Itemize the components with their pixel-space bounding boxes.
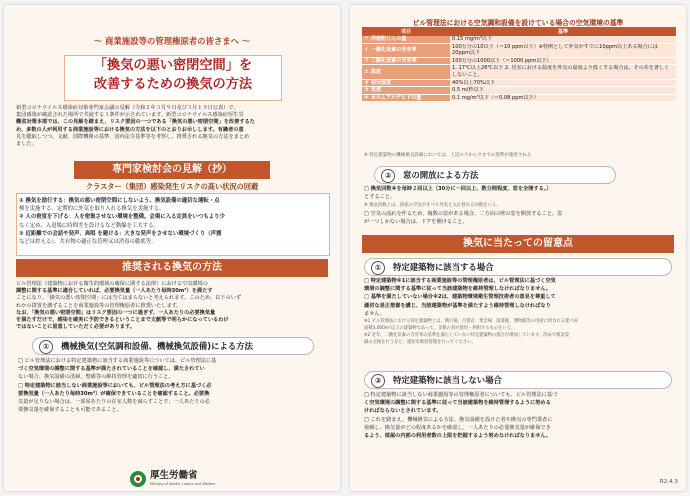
row-key: キ ホルムアルデヒドの量 <box>362 94 450 102</box>
table-title: ビル管理法における空気調和設備を設けている場合の空気環境の基準 <box>412 19 624 27</box>
intro-line: め、多数の人が利用する商業施設等における換気の方法を以下のとおりお示しします。有識者の意 <box>16 126 244 133</box>
logo-subtext: Ministry of Health, Labour and Welfare <box>150 482 216 486</box>
table-row <box>362 57 676 65</box>
subsection-number: ② <box>381 169 395 183</box>
mech-line: づく空気環境の調整に関する基準が満たされていることを確認し、満たされてい <box>18 366 205 373</box>
case1-items <box>364 278 676 347</box>
mech-line: ない場合、換気設備の清掃、整備等の維持管理を適切に行うこと。 <box>18 374 174 381</box>
method-line: ことになり、「換気の悪い密閉空間」には当てはまらないと考えられます。このため、以下のいず <box>16 295 242 302</box>
logo-text: 厚生労働省 <box>150 470 198 481</box>
row-key: オ 相対湿度 <box>362 79 450 87</box>
subsection-number: ① <box>39 340 53 354</box>
method-line: を満たすだけで、感染を確実に予防できるということまで文献等で明らかになっているわけ <box>16 317 229 324</box>
table-row <box>362 65 676 79</box>
case1-footnote: ※1 ビル管理法における特定建築物とは、興行場、百貨店、集会場、図書館、博物館等の用途に供される延べ床 <box>364 319 578 325</box>
subsection-window <box>374 166 616 184</box>
footer-code: R2.4.3 <box>659 479 678 485</box>
mech-line: □ 特定建築物に該当しない商業施設等においても、ビル管理法の考え方に基づく必 <box>18 382 212 389</box>
case2-items <box>364 392 676 441</box>
table-row <box>362 43 676 57</box>
title-line-1: 「換気の悪い密閉空間」を <box>93 58 253 73</box>
row-key: エ 温度 <box>362 65 450 79</box>
section-recommended-title: 推奨される換気の方法 <box>16 259 328 277</box>
window-line: が一つしかない場合は、ドアを開けること。 <box>364 218 468 225</box>
table-note: ※ 特定建築物の機械換気設備においては、上記のアからウまでの基準が適用される <box>364 153 532 158</box>
window-line: □ 空気の流れを作るため、複数の窓がある場合、二方向の壁の窓を開放すること。窓 <box>364 210 563 217</box>
cluster-line: クラスター（集団）感染発生リスクの高い状況の回避 <box>85 182 259 191</box>
case-number: ② <box>371 374 385 388</box>
case2-line: るよう、部屋の内部の利用者数の上限を把握するよう努めなければなりません。 <box>364 433 552 440</box>
row-value: 0.5 m/秒以下 <box>450 87 676 95</box>
page-right <box>350 5 686 491</box>
method-line: 調整に関する基準に適合していれば、必要換気量（一人あたり毎時30m³）を満たす <box>16 288 213 295</box>
case1-line: 適切な是正措置を講じ、当該建築物が基準を満たすよう維持管理しなければなり <box>364 302 551 309</box>
row-key: カ 気流 <box>362 87 450 95</box>
section-notes-title: 換気に当たっての留意点 <box>362 235 674 253</box>
row-value: 100万分の10以下（＝10 ppm以下）※特例として外気がすでに10ppm以上ある場合には20ppm以下 <box>450 43 676 57</box>
case2-line: □ これを踏まえ、機械換気による方法、換気設備を設けた者や換気の専門業者に <box>364 416 553 423</box>
title-line-2: 改善するための換気の方法 <box>93 77 253 92</box>
case2-line: 依頼し、換気量がどの程度あるかを確認し、一人あたりの必要換気量が確保でき <box>364 424 551 431</box>
table-row <box>362 94 676 102</box>
table-row <box>362 87 676 95</box>
case2-line: ければならないとされています。 <box>364 408 442 415</box>
intro-line: 働省対策本部では、この見解を踏まえ、リスク要因の一つである「換気の悪い密閉空間」を改善するた <box>16 119 255 126</box>
case-title: 特定建築物に該当しない場合 <box>393 375 502 385</box>
row-key: ア 浮遊粉じんの量 <box>362 36 450 43</box>
section-expert-view-title: 専門家検討会の見解（抄） <box>74 161 270 179</box>
row-value: 40%以上70%以下 <box>450 79 676 87</box>
method-line: れかの措置を講ずることを商業施設等の管理権原者に推奨いたします。 <box>16 302 182 309</box>
subsection-title: 窓の開放による方法 <box>403 170 479 180</box>
case2-line: □ 特定建築物に該当しない商業施設等の管理権原者についても、ビル管理法に基づ <box>364 392 558 398</box>
method-line: ではないことに留意していただく必要があります。 <box>16 324 135 331</box>
table-header: 基準 <box>450 27 676 36</box>
window-note: ※ 換気回数とは、部屋の空気がすべて外気と入れ替わる回数をいう。 <box>364 203 501 209</box>
window-line: □ 換気回数※を毎時２回以上（30分に一回以上、数分間程度、窓を全開する。） <box>364 186 552 192</box>
mhlw-logo <box>129 470 219 488</box>
case2-line: く空気環境の調整に関する基準に従って当該建築物を維持管理するように努める <box>364 400 551 407</box>
expert-point: ② 人の密度を下げる：人を密集させない環境を整備。会場に入る定員をいつもより少 <box>19 214 225 221</box>
subsection-mechanical <box>32 337 314 355</box>
case-non-specified-building <box>364 371 672 389</box>
expert-point: なく定め、入退場に時間差を設けるなど動線を工夫する。 <box>19 222 159 229</box>
mech-line: □ ビル管理法における特定建築物に該当する商業施設等については、ビル管理法に基 <box>18 358 217 364</box>
intro-line: ました。 <box>16 141 37 148</box>
expert-point: などは控える）。共有物の適正な管理又は消毒の徹底等。 <box>19 239 157 246</box>
mech-line: 要換気量を確保することも可能であること。 <box>18 407 122 414</box>
expert-point: 検を実施する。定期的に外気を取り入れる換気を実施する。 <box>19 206 165 213</box>
table-row <box>362 79 676 87</box>
case1-line: □ 特定建築物※1に該当する商業施設等の管理権原者は、ビル管理法に基づく空気 <box>364 278 556 284</box>
row-key: ウ 二酸化炭素の含有率 <box>362 57 450 65</box>
page-left <box>4 5 340 491</box>
method-line: ビル管理法（建築物における衛生的環境の確保に関する法律）における空気環境の <box>16 281 208 287</box>
mech-line: 気量が足りない場合は、一部屋あたりの在室人数を減らすことで、一人あたりの必 <box>18 399 210 406</box>
mhlw-logo-icon <box>129 470 147 488</box>
row-key: イ 一酸化炭素の含有率 <box>362 43 450 57</box>
expert-point: ③ 近距離での会話や発声、高唱 を避ける：大きな発声をさせない環境づくり（声援 <box>19 230 222 237</box>
case1-footnote: 備の点検を行うなど、適切な維持管理を行ってください。 <box>364 340 476 346</box>
expert-points-box <box>16 193 330 256</box>
table-row <box>362 36 676 43</box>
expert-point: ① 換気を励行する：換気の悪い密閉空間にしないよう、換気設備の適切な運転・点 <box>19 198 220 204</box>
title-box <box>64 55 282 101</box>
row-value: 0.15 mg/m³以下 <box>450 36 676 43</box>
intro-line: 新型コロナウイルス感染症対策専門家会議の見解（令和２年３月９日及び３月１９日公表）で、 <box>16 105 239 111</box>
intro-line: 見を聴取しつつ、文献、国際機関の基準、国内法令基準等を考察し、推奨される換気の方法をまとめ <box>16 133 250 140</box>
case-number: ① <box>371 261 385 275</box>
intro-paragraph <box>16 105 330 148</box>
case1-line: □ 基準を満たしていない場合※2は、建築物環境衛生管理技術者の意見を尊重して <box>364 294 556 301</box>
mechanical-items <box>18 358 330 415</box>
subsection-title: 機械換気(空気調和設備、機械換気設備)による方法 <box>61 341 253 351</box>
table-header: 項目 <box>362 27 450 36</box>
intro-line: 集団感染が確認された場所で共通する３条件が示されています。新型コロナウイルス感染症厚生労 <box>16 112 244 119</box>
row-value: 1. 17℃以上28℃以下 2. 居室における温度を外気の温度より低くする場合は、その差を著しくしないこと。 <box>450 65 676 79</box>
window-line: とすること。 <box>364 194 396 201</box>
row-value: 0.1 mg/m³以下（＝0.08 ppm以下） <box>450 94 676 102</box>
method-paragraph <box>16 281 330 331</box>
case-title: 特定建築物に該当する場合 <box>393 262 494 272</box>
top-band: ～ 商業施設等の管理権原者の皆さまへ ～ <box>93 36 251 46</box>
case1-line: ません。 <box>364 310 386 317</box>
case-specified-building <box>364 258 672 276</box>
method-line: なお、「換気の悪い密閉空間」はリスク要因の一つに過ぎず、一人あたりの必要換気量 <box>16 309 216 316</box>
air-standard-table <box>362 27 676 102</box>
case1-line: 環境の調整に関する基準に従って当該建築物を維持管理しなければなりません。 <box>364 286 552 293</box>
mech-line: 要換気量（一人あたり毎時30m³）が確保できていることを確認すること。必要換 <box>18 390 210 397</box>
window-items <box>364 186 676 227</box>
case1-footnote: 面積3,000m²以上の建築物であって、多数の者が使用・利用するものをいう。 <box>364 326 516 332</box>
row-value: 100万分の1000以下（＝1000 ppm以下） <box>450 57 676 65</box>
case1-footnote: ※2 近年、二酸化炭素の含有率の基準を満たしていない特定建築物の割合が増加しています。改めて換気設 <box>364 333 570 339</box>
